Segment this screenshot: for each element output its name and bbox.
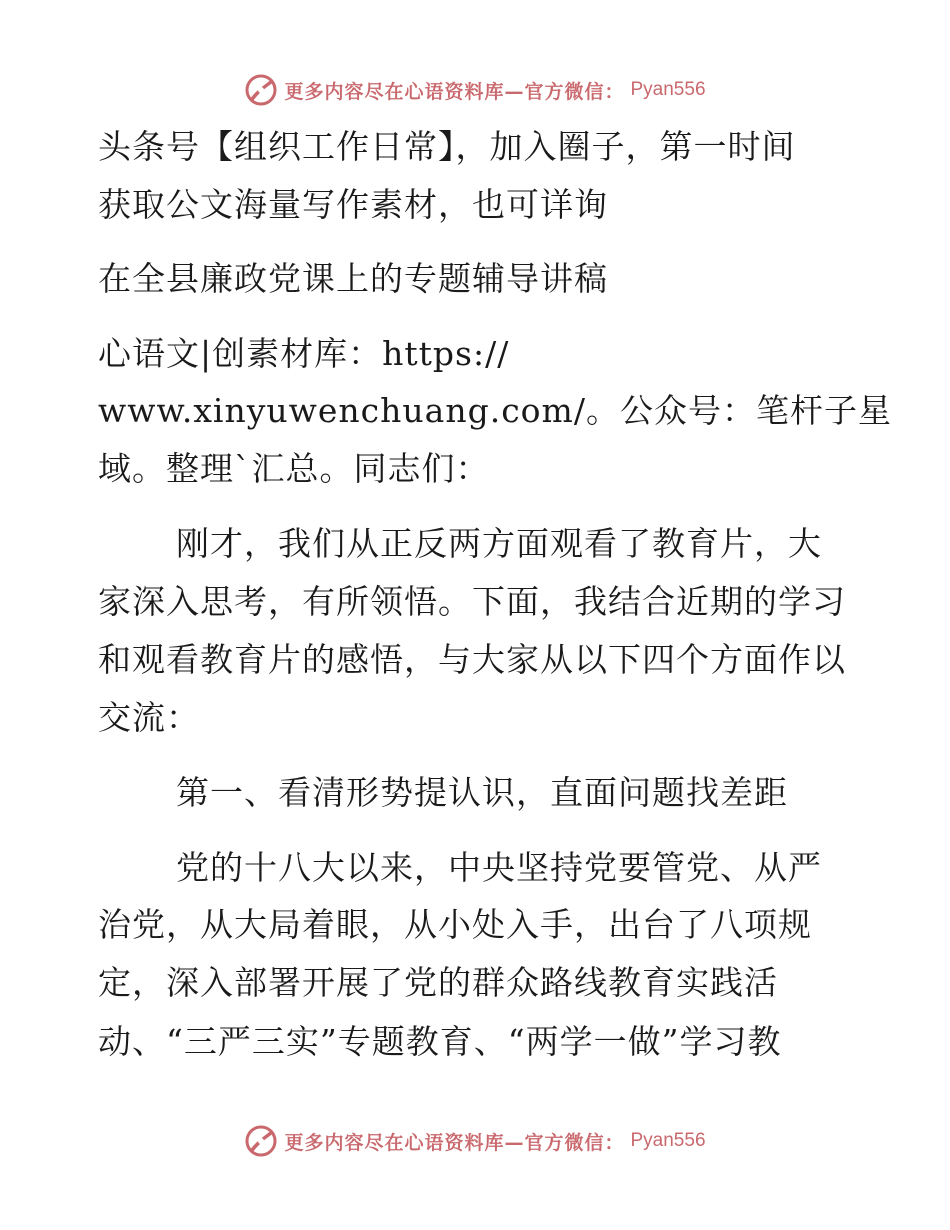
paragraph-line: 和观看教育片的感悟，与大家从以下四个方面作以 [98,640,846,679]
intro-line-2: 获取公文海量写作素材，也可详询 [98,185,608,224]
watermark-wechat-id: Pyan556 [630,79,706,100]
paragraph-line: 家深入思考，有所领悟。下面，我结合近期的学习 [98,582,846,621]
intro-line-1: 头条号【组织工作日常】，加入圈子，第一时间 [98,127,796,166]
section-heading: 第一、看清形势提认识，直面问题找差距 [176,773,788,812]
paragraph-line: 动、“三严三实”专题教育、“两学一做”学习教 [98,1022,782,1061]
paragraph-line: 定，深入部署开展了党的群众路线教育实践活 [98,963,778,1002]
watermark-wechat-id: Pyan556 [630,1130,706,1151]
paragraph-line: 治党，从大局着眼，从小处入手，出台了八项规 [98,905,812,944]
header-watermark [0,70,950,110]
source-line-2: www.xinyuwenchuang.com/。公众号：笔杆子星 [98,391,892,430]
source-line-3: 域。整理`汇总。同志们： [98,449,490,488]
pen-logo-icon [244,1124,278,1158]
pen-logo-icon [244,73,278,107]
source-line-1: 心语文|创素材库：https:// [98,334,510,373]
paragraph-line: 刚才，我们从正反两方面观看了教育片，大 [176,524,822,563]
document-title: 在全县廉政党课上的专题辅导讲稿 [98,259,608,298]
watermark-text: 更多内容尽在心语资料库—官方微信： [284,1131,625,1154]
paragraph-line: 交流： [98,698,200,737]
paragraph-line: 党的十八大以来，中央坚持党要管党、从严 [176,848,822,887]
watermark-text: 更多内容尽在心语资料库—官方微信： [284,80,625,103]
footer-watermark [0,1121,950,1161]
